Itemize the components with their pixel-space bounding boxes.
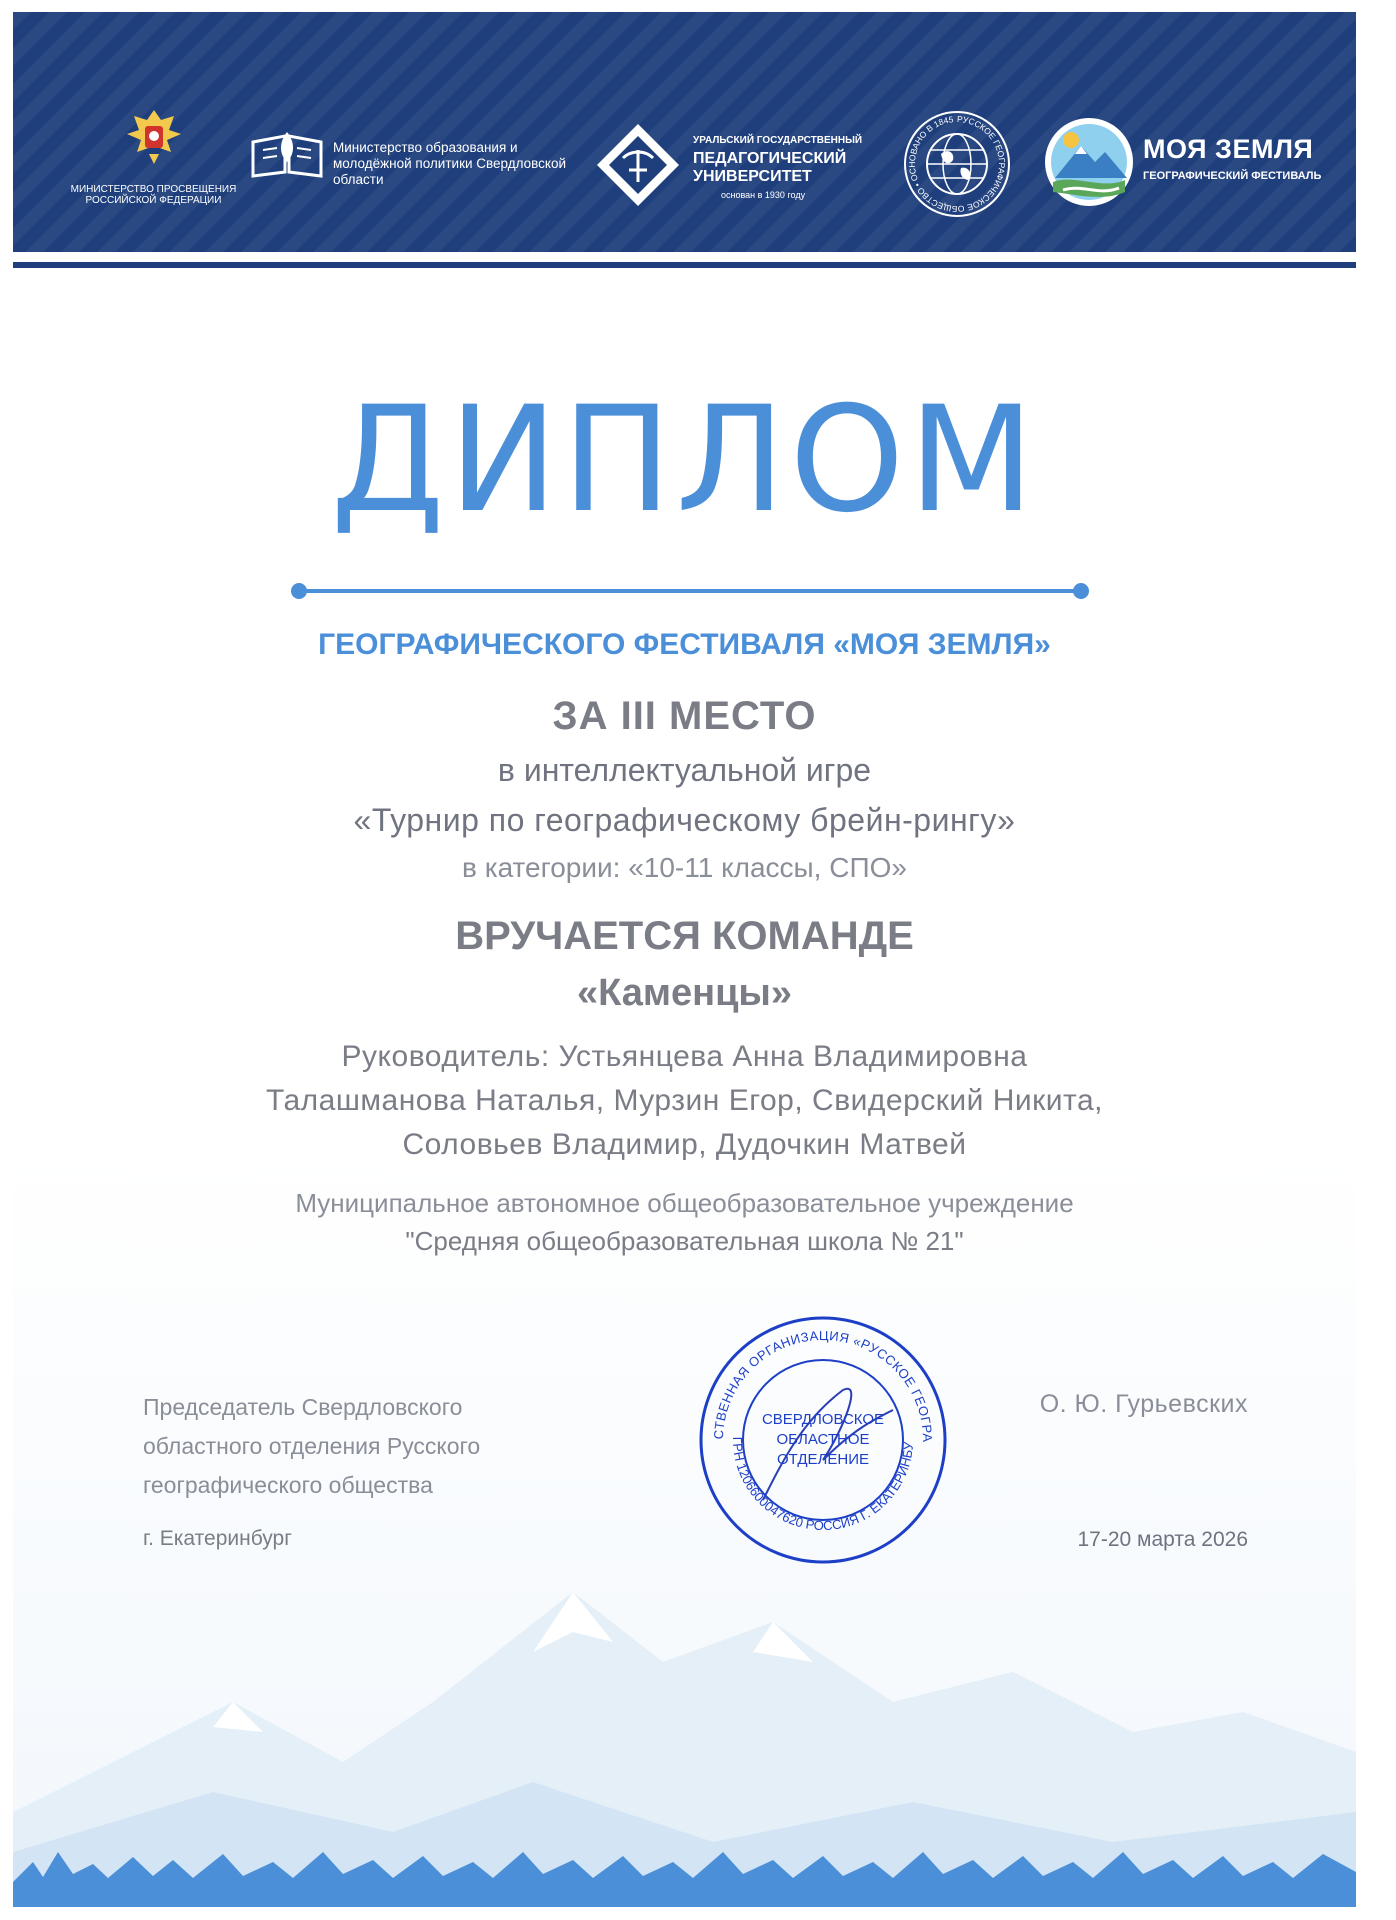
game-name: «Турнир по географическому брейн-рингу» bbox=[353, 802, 1016, 838]
uspu-diamond-icon bbox=[593, 120, 683, 210]
svg-text:РУССКОЕ ГЕОГРАФИЧЕСКОЕ ОБЩЕСТВ: РУССКОЕ ГЕОГРАФИЧЕСКОЕ ОБЩЕСТВО • ОСНОВАНО В 1845 bbox=[906, 113, 1007, 215]
school-line1: Муниципальное автономное общеобразовательное учреждение bbox=[295, 1188, 1074, 1218]
stamp-center-line3: ОТДЕЛЕНИЕ bbox=[777, 1451, 869, 1468]
team-leader: Руководитель: Устьянцева Анна Владимировна bbox=[341, 1040, 1028, 1073]
header-band bbox=[13, 12, 1356, 252]
uspu-line4: основан в 1930 году bbox=[721, 190, 806, 200]
minobr-label: Министерство образования и молодёжной политики Свердловской области bbox=[333, 140, 567, 187]
city: г. Екатеринбург bbox=[143, 1527, 292, 1550]
festival-name: ГЕОГРАФИЧЕСКОГО ФЕСТИВАЛЯ «МОЯ ЗЕМЛЯ» bbox=[318, 628, 1051, 661]
school-line2: "Средняя общеобразовательная школа № 21" bbox=[405, 1226, 964, 1256]
team-members-line2: Соловьев Владимир, Дудочкин Матвей bbox=[402, 1128, 967, 1161]
uspu-line1: УРАЛЬСКИЙ ГОСУДАРСТВЕННЫЙ bbox=[693, 135, 863, 146]
uspu-line2: ПЕДАГОГИЧЕСКИЙ bbox=[693, 150, 847, 167]
chair-line3: географического общества bbox=[143, 1472, 433, 1498]
svg-text:ВСЕРОССИЙСКАЯ ОБЩЕСТВЕННАЯ ОРГ: СТВЕННАЯ ОРГАНИЗАЦИЯ «РУССКОЕ ГЕОГРА bbox=[710, 1327, 936, 1443]
chair-title bbox=[143, 1388, 583, 1505]
festival-emblem-icon bbox=[1043, 116, 1135, 208]
game-intro: в интеллектуальной игре bbox=[497, 752, 872, 788]
moya-zemlya-logo bbox=[1043, 108, 1343, 220]
open-book-icon bbox=[249, 128, 325, 178]
stamp-center-line2: ОБЛАСТНОЕ bbox=[776, 1431, 870, 1448]
title-rule bbox=[299, 589, 1081, 593]
uspu-line3: УНИВЕРСИТЕТ bbox=[693, 168, 812, 185]
globe-icon bbox=[901, 108, 1013, 220]
festival-logo-subtitle: ГЕОГРАФИЧЕСКИЙ ФЕСТИВАЛЬ bbox=[1143, 170, 1322, 182]
header-divider bbox=[13, 262, 1356, 268]
chair-line1: Председатель Свердловского bbox=[143, 1394, 463, 1420]
official-stamp bbox=[693, 1310, 953, 1570]
stamp-center-text bbox=[755, 1410, 891, 1470]
category: в категории: «10-11 классы, СПО» bbox=[462, 852, 907, 883]
awarded-heading: ВРУЧАЕТСЯ КОМАНДЕ bbox=[455, 914, 914, 958]
diploma-title: ДИПЛОМ bbox=[330, 375, 1039, 545]
festival-logo-title: МОЯ ЗЕМЛЯ bbox=[1143, 134, 1314, 164]
chair-line2: областного отделения Русского bbox=[143, 1433, 481, 1459]
stamp-center-line1: СВЕРДЛОВСКОЕ bbox=[761, 1411, 885, 1428]
mountains-illustration bbox=[13, 1552, 1356, 1907]
event-date: 17-20 марта 2026 bbox=[1077, 1528, 1248, 1551]
signer-name: О. Ю. Гурьевских bbox=[1039, 1390, 1248, 1418]
place-heading: ЗА III МЕСТО bbox=[552, 694, 817, 738]
rgo-logo bbox=[901, 108, 1013, 220]
team-name: «Каменцы» bbox=[576, 972, 793, 1014]
diploma-sheet bbox=[13, 12, 1356, 1907]
rule-dot-left bbox=[291, 583, 307, 599]
minpros-logo bbox=[61, 102, 246, 206]
rule-dot-right bbox=[1073, 583, 1089, 599]
minpros-label: МИНИСТЕРСТВО ПРОСВЕЩЕНИЯ РОССИЙСКОЙ ФЕДЕРАЦИИ bbox=[70, 184, 237, 206]
svg-text:ОГРН 1206600047620 РОССИЯ Г. Е: ГРН 1206600047620 РОССИЯ Г. ЕКАТЕРИНБУ bbox=[729, 1436, 917, 1534]
eagle-emblem-icon bbox=[119, 102, 189, 172]
team-members-line1: Талашманова Наталья, Мурзин Егор, Свидерский Никита, bbox=[266, 1084, 1103, 1117]
